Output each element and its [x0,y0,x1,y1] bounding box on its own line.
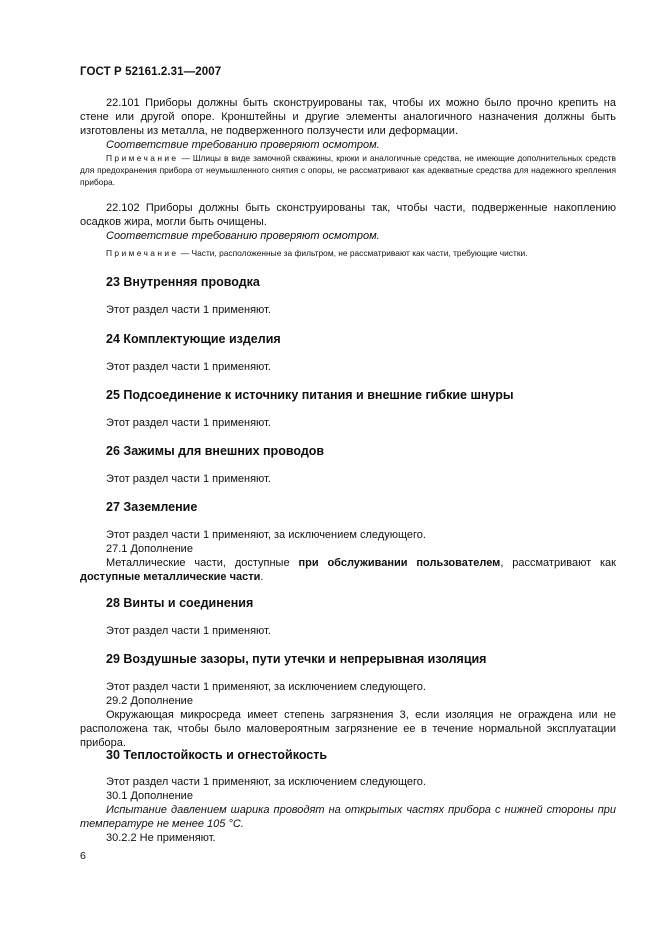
section-30-body [80,775,616,845]
defined-term: при обслуживании пользователем [298,557,501,569]
section-30-text: Этот раздел части 1 применяют, за исключением следующего. [106,776,426,788]
section-30-title: 30 Теплостойкость и огнестойкость [106,748,328,762]
section-25 [80,387,616,403]
section-27-addition: Металлические части, доступные при обслуживании пользователем, рассматривают как доступные металлические части. [80,557,616,583]
section-23 [80,274,616,290]
section-30 [80,747,616,763]
note-1-label: Примечание [106,153,179,163]
section-28 [80,595,616,611]
section-27-text: Этот раздел части 1 применяют, за исключением следующего. [106,529,426,541]
section-25-text: Этот раздел части 1 применяют. [106,417,271,429]
section-24-title: 24 Комплектующие изделия [106,332,281,346]
section-23-text: Этот раздел части 1 применяют. [106,304,271,316]
section-27-body [80,528,616,584]
note-2 [80,247,616,259]
section-29-addition: Окружающая микросреда имеет степень загрязнения 3, если изоляция не ограждена или не расположена так, чтобы было маловероятным загрязнение ее в течение нормальной эксплуатации прибора. [80,709,616,749]
section-28-title: 28 Винты и соединения [106,596,254,610]
section-26-title: 26 Зажимы для внешних проводов [106,444,325,458]
document-header: ГОСТ Р 52161.2.31—2007 [80,66,222,78]
clause-22-101-text: 22.101 Приборы должны быть сконструированы так, чтобы их можно было прочно крепить на стене или другой опоре. Кронштейны и другие элементы аналогичного назначения должны быть изготовлены из металла, не подверженного ползучести или деформации. [80,97,616,137]
section-25-title: 25 Подсоединение к источнику питания и внешние гибкие шнуры [106,388,514,402]
defined-term: доступные металлические части [80,571,261,583]
note-2-text: — Части, расположенные за фильтром, не рассматривают как части, требующие чистки. [178,248,528,258]
section-27-1: 27.1 Дополнение [106,543,193,555]
note-1 [80,152,616,188]
section-24-text: Этот раздел части 1 применяют. [106,361,271,373]
section-23-title: 23 Внутренняя проводка [106,275,260,289]
section-30-1: 30.1 Дополнение [106,790,193,802]
section-27 [80,499,616,515]
section-29-text: Этот раздел части 1 применяют, за исключением следующего. [106,681,426,693]
section-29-2: 29.2 Дополнение [106,695,193,707]
section-28-text: Этот раздел части 1 применяют. [106,625,271,637]
note-2-label: Примечание [106,248,179,258]
clause-22-101 [80,96,616,152]
section-27-title: 27 Заземление [106,500,198,514]
page-number: 6 [80,850,86,862]
clause-22-102-text: 22.102 Приборы должны быть сконструированы так, чтобы части, подверженные накоплению осадков жира, могли быть очищены. [80,202,616,228]
clause-22-102 [80,201,616,243]
section-26-text: Этот раздел части 1 применяют. [106,473,271,485]
section-29-title: 29 Воздушные зазоры, пути утечки и непрерывная изоляция [106,652,487,666]
section-30-addition: Испытание давлением шарика проводят на открытых частях прибора с нижней стороны при температуре не менее 105 °С. [80,804,616,830]
note-1-text: — Шлицы в виде замочной скважины, крюки и аналогичные средства, не имеющие дополнительных средств для предохранения прибора от неумышленного снятия с опоры, не рассматривают как адекватные средства для надежного крепления прибора. [80,153,616,187]
clause-22-101-check: Соответствие требованию проверяют осмотром. [106,139,380,151]
clause-22-102-check: Соответствие требованию проверяют осмотром. [106,230,380,242]
section-24 [80,331,616,347]
section-29-body [80,680,616,750]
section-29 [80,651,616,667]
section-26 [80,443,616,459]
section-30-2-2: 30.2.2 Не применяют. [106,832,216,844]
